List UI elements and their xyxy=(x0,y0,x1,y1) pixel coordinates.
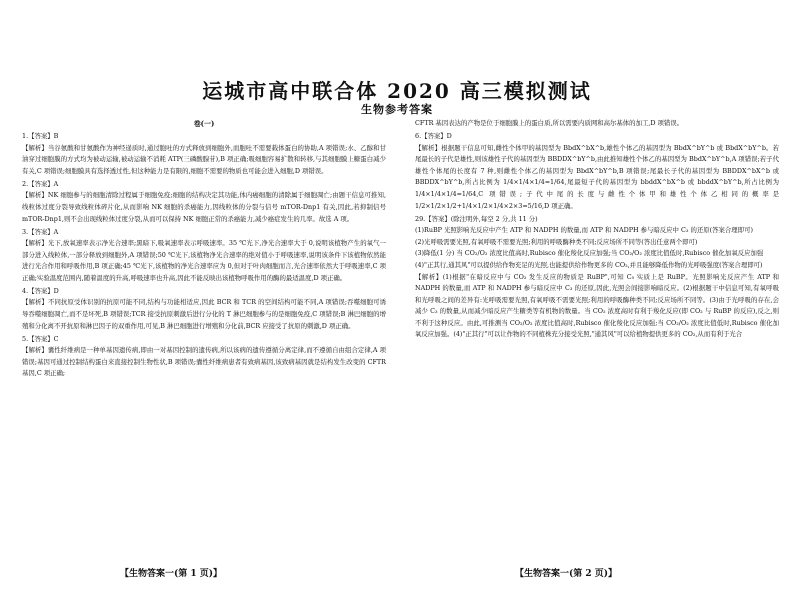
explanation-paragraph: (4)"正其行,通其风"可以提供给作物充足的光照,也能提供给作物更多的 CO₂,并且能够降低作物的光呼吸强度(答案合理即可) xyxy=(415,260,763,269)
footer-page-1: 【生物答案一(第 1 页)】 xyxy=(120,569,223,579)
explanation-paragraph: 【解析】光下,放氧速率表示净光合速率;黑暗下,吸氧速率表示呼吸速率。35 ℃光下,净光合速率大于 0,说明该植物产生的氧气一部分进入线粒体,一部分释放到细胞外,A 项错误;50 ℃光下,该植物净光合速率的绝对值小于呼吸速率,说明该条件下该植物依然能进行光合作用和呼吸作用,B 项正确;45 ℃光下,该植物的净光合速率应为 0,但对于叶肉细胞而言,光合速率依然大于呼吸速率,C 项正确;实验温度范围内,随着温度的升高,呼吸速率也升高,因此不能反映出该植物呼吸作用的酶的最适温度,D 项正确。 xyxy=(22,239,386,282)
answer-heading: 4.【答案】D xyxy=(22,286,59,295)
page-subtitle: 生物参考答案 xyxy=(361,103,433,116)
explanation-paragraph: 【解析】不同抗原受体识别的抗原可能不同,结构与功能相适应,因此 BCR 和 TCR 的空间结构可能不同,A 项错误;吞噬细胞可诱导吞噬细胞凋亡,而不是坏死,B 项错误;TCR 接受抗原刺激后进行分化的 T 淋巴细胞参与的是细胞免疫,C 项错误;B 淋巴细胞的增殖和分化离不开抗原和淋巴因子的双重作用,可见,B 淋巴细胞进行增殖和分化前,BCR 应接受了抗原的刺激,D 项正确。 xyxy=(22,298,386,330)
answer-heading: 29.【答案】(除注明外,每空 2 分,共 11 分) xyxy=(415,214,538,223)
explanation-paragraph: 【解析】NK 细胞参与的细胞清除过程属于细胞免疫;细胞的结构决定其功能,体内癌细胞的清除属于细胞凋亡;由题干信息可推知,线粒体过度分裂导致线粒体碎片化,从而影响 NK 细胞的杀癌能力,因线粒体的分裂与信号 mTOR-Dnp1 有关,因此,若抑制信号 mTOR-Dnp1,则不会出现线粒体过度分裂,从而可以保持 NK 细胞正常的杀癌能力,减少癌症发生的几率。故选 A 项。 xyxy=(22,191,386,223)
explanation-paragraph: 【解析】当谷氨酸和甘氨酸作为神经递质时,通过胞吐的方式释放到细胞外,而胞吐不需要载体蛋白的协助,A 项错误;水、乙醇和甘油穿过细胞膜的方式均为被动运输,被动运输不消耗 ATP(三磷酸腺苷),B 项正确;吸细胞容易扩散和转移,与其细胞膜上糖蛋白减少有关,C 项错误;细胞膜具有选择透过性,但这种能力是有限的,细胞不需要的物质也可能会进入细胞,D 项错误。 xyxy=(22,143,386,175)
answer-heading: 5.【答案】C xyxy=(22,334,59,343)
explanation-paragraph: (2)光呼吸需要光照,有氧呼吸不需要光照;利用的呼吸酶种类不同;反应场所不同等(答出任意两个即可) xyxy=(415,237,698,246)
answer-heading: 6.【答案】D xyxy=(415,131,452,140)
right-answer-list xyxy=(415,118,779,341)
explanation-paragraph: CFTR 基因表达的产物是位于细胞膜上的蛋白质,所以需要内质网和高尔基体的加工,D 项错误。 xyxy=(415,119,684,127)
left-answer-list xyxy=(22,131,386,380)
page-title: 运城市高中联合体 2020 高三模拟测试 xyxy=(202,79,592,103)
explanation-paragraph: 【解析】根据题干信息可知,雌性个体甲的基因型为 BbdX^bX^b,雄性个体乙的基因型为 BbdX^bY^b 或 BbdX^bY^b。若尾最长的子代是雄性,则该雄性子代的基因型为 BBDDX^bY^b,由此推知雄性个体乙的基因型为 BbdX^bY^b,A 项错误;若子代雄性个体尾的长度有 7 种,则雌性个体乙的基因型为 BbdX^bY^b,B 项错误;尾最长子代的基因型为 BBDDX^bX^b 或 BBDDX^bY^b,所占比例为 1/4×1/4×1/4=1/64,尾最短子代的基因型为 bbddX^bX^b 或 bbddX^bY^b,所占比例为 1/4×1/4×1/4=1/64,C 项错误;子代中尾的长度与雌性个体甲和雄性个体乙相同的概率是 1/2×1/2×1/2+1/4×1/2×1/4×2×3=5/16,D 项正确。 xyxy=(415,143,779,210)
answer-heading: 3.【答案】A xyxy=(22,227,59,236)
answer-heading: 1.【答案】B xyxy=(22,131,59,140)
left-column xyxy=(22,118,386,380)
explanation-paragraph: (3)降低(1 分) 当 CO₂/O₂ 浓度比值高时,Rubisco 催化羧化反应加强;当 CO₂/O₂ 浓度比值低时,Rubisco 催化加氧反应加强 xyxy=(415,249,764,258)
footer-page-2: 【生物答案一(第 2 页)】 xyxy=(515,569,618,579)
explanation-paragraph: 【解析】囊性纤维病是一种单基因遗传病,即由一对基因控制的遗传病,所以该病的遗传遵循分离定律,而不遵循自由组合定律,A 项错误;基因可通过控制结构蛋白来直接控制生物性状,B 项错误;囊性纤维病患者有致病基因,该致病基因就是结构发生改变的 CFTR 基因,C 项正确; xyxy=(22,346,386,378)
answer-heading: 2.【答案】A xyxy=(22,179,59,188)
explanation-paragraph: 【解析】(1)根据"在暗反应中与 CO₂ 发生反应的物质是 RuBP",可知 C₅ 实质上是 RuBP。光照影响光反应产生 ATP 和 NADPH 的数量,而 ATP 和 NADPH 参与暗反应中 C₃ 的还原,因此,光照会间接影响暗反应。(2)根据题干中信息可知,有氧呼吸和光呼吸之间的差异有:光呼吸需要光照,有氧呼吸不需要光照;利用的呼吸酶种类不同;反应场所不同等。(3)由于光呼吸的存在,会减少 C₃ 的数量,从而减少暗反应产生糖类等有机物的数量。当 CO₂ 浓度高时有利于羧化反应(即 CO₂ 与 RuBP 的反应),反之,则不利于这种反应。由此,可推测当 CO₂/O₂ 浓度比值高时,Rubisco 催化羧化反应加强;当 CO₂/O₂ 浓度比值低时,Rubisco 催化加氧反应加强。(4)"正其行"可以让作物的不同植株充分接受光照,"通其风"可以给植物提供更多的 CO₂,从而有利于光合 xyxy=(415,272,779,339)
explanation-paragraph: (1)RuBP 光照影响光反应中产生 ATP 和 NADPH 的数量,而 ATP 和 NADPH 参与暗反应中 C₃ 的还原(答案合理即可) xyxy=(415,226,753,235)
right-column xyxy=(415,118,779,341)
volume-label: 卷(一) xyxy=(193,119,215,128)
